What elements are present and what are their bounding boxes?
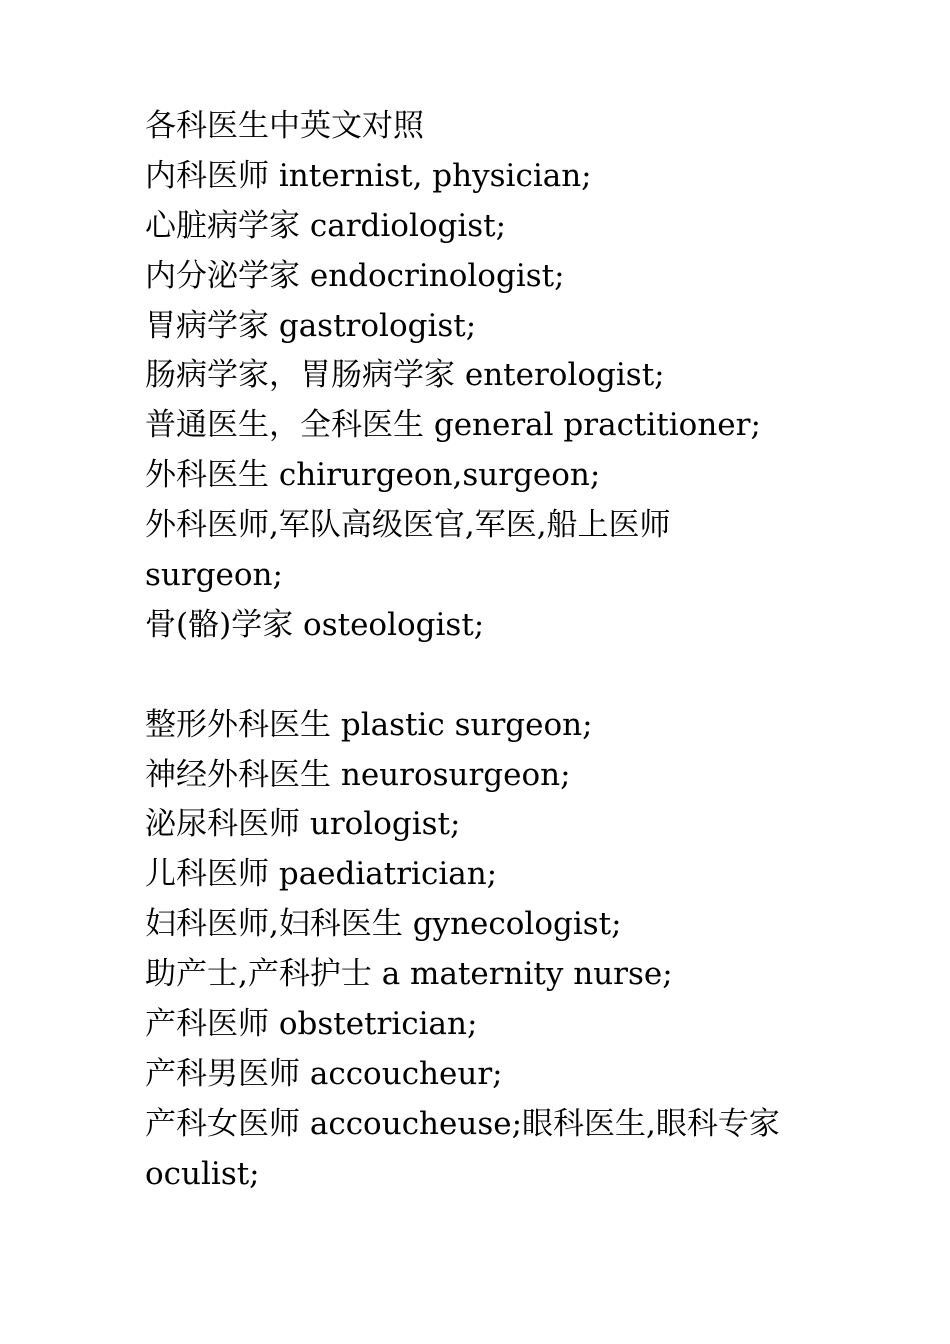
document-title: 各科医生中英文对照	[145, 108, 424, 144]
text-line: 助产士,产科护士 a maternity nurse;	[145, 956, 673, 993]
text-line: 泌尿科医师 urologist;	[145, 806, 461, 843]
text-line: 内科医师 internist, physician;	[145, 157, 592, 194]
text-line: 整形外科医生 plastic surgeon;	[145, 706, 593, 743]
text-line: 内分泌学家 endocrinologist;	[145, 257, 565, 294]
document-body	[145, 102, 825, 1200]
text-line: oculist;	[145, 1155, 260, 1192]
text-line: surgeon;	[145, 557, 283, 594]
text-line: 产科男医师 accoucheur;	[145, 1055, 503, 1092]
text-line: 外科医生 chirurgeon,surgeon;	[145, 457, 601, 494]
blank-line	[145, 651, 825, 701]
text-line: 产科医师 obstetrician;	[145, 1006, 478, 1043]
text-line: 儿科医师 paediatrician;	[145, 856, 498, 893]
text-line: 普通医生，全科医生 general practitioner;	[145, 407, 761, 444]
text-line: 神经外科医生 neurosurgeon;	[145, 756, 571, 793]
text-line: 产科女医师 accoucheuse;眼科医生,眼科专家	[145, 1105, 780, 1142]
text-line: 外科医师,军队高级医官,军医,船上医师	[145, 507, 671, 544]
text-line: 心脏病学家 cardiologist;	[145, 207, 507, 244]
text-line: 骨(骼)学家 osteologist;	[145, 606, 485, 643]
text-line: 胃病学家 gastrologist;	[145, 307, 477, 344]
text-line: 肠病学家，胃肠病学家 enterologist;	[145, 357, 665, 394]
text-line: 妇科医师,妇科医生 gynecologist;	[145, 906, 622, 943]
